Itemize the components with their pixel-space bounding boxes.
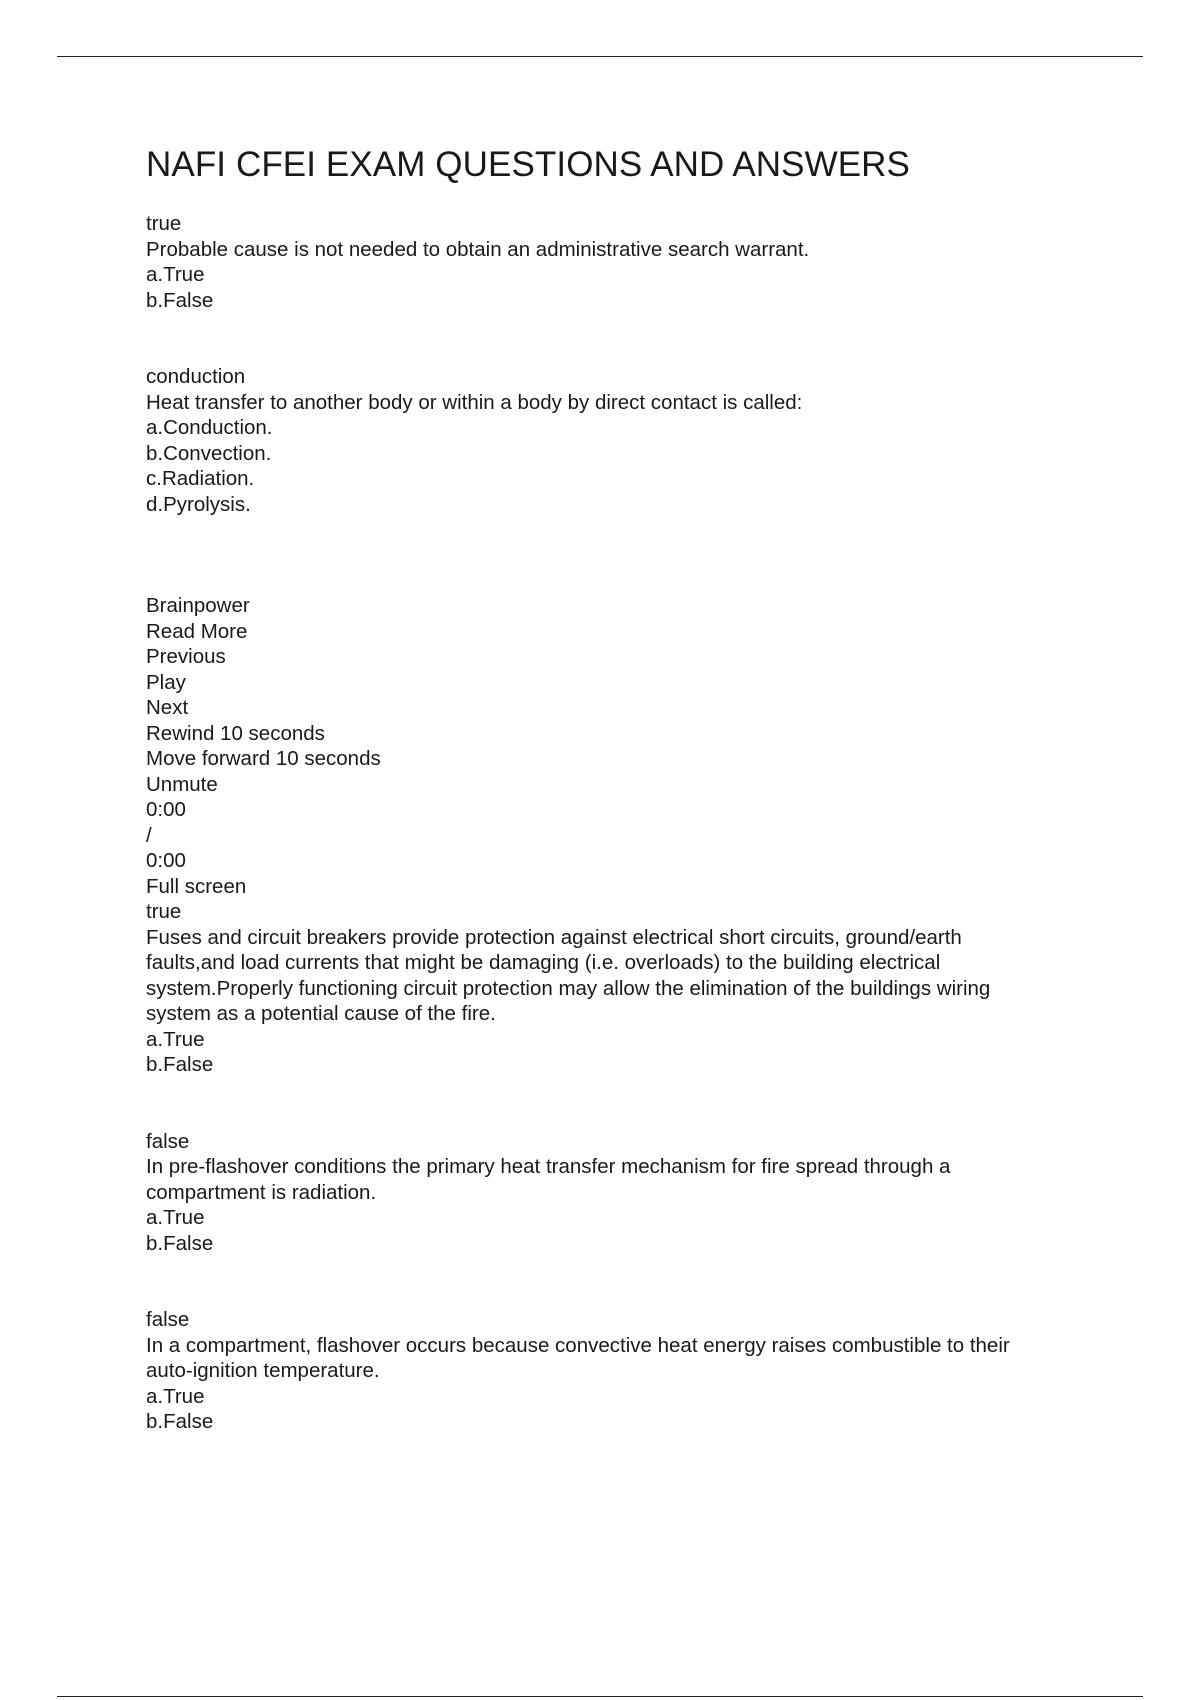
unmute-button[interactable]: Unmute bbox=[146, 772, 218, 796]
option-b: b.False bbox=[146, 1053, 214, 1076]
play-button[interactable]: Play bbox=[146, 670, 186, 694]
option-a: a.Conduction. bbox=[146, 416, 273, 439]
qa-block-2 bbox=[146, 364, 1086, 517]
question-line: faults,and load currents that might be damaging (i.e. overloads) to the building electrical bbox=[146, 951, 941, 974]
question-line: Fuses and circuit breakers provide protection against electrical short circuits, ground/earth bbox=[146, 925, 962, 949]
current-time: 0:00 bbox=[146, 798, 186, 821]
option-a: a.True bbox=[146, 1027, 205, 1051]
qa-block-5 bbox=[146, 1307, 1086, 1435]
option-a: a.True bbox=[146, 1384, 205, 1408]
answer-text: true bbox=[146, 212, 182, 235]
option-a: a.True bbox=[146, 263, 205, 286]
read-more-link[interactable]: Read More bbox=[146, 619, 248, 643]
footer-rule bbox=[57, 1696, 1143, 1697]
rewind-button[interactable]: Rewind 10 seconds bbox=[146, 721, 325, 745]
question-text: Heat transfer to another body or within a body by direct contact is called: bbox=[146, 390, 803, 414]
qa-block-4 bbox=[146, 1129, 1086, 1257]
document-body bbox=[146, 143, 1086, 1435]
qa-block-1 bbox=[146, 211, 1086, 313]
video-player-text bbox=[146, 593, 1086, 899]
player-brand: Brainpower bbox=[146, 594, 250, 617]
qa-block-3 bbox=[146, 899, 1086, 1078]
header-rule bbox=[57, 56, 1143, 57]
option-b: b.Convection. bbox=[146, 441, 272, 465]
answer-text: conduction bbox=[146, 365, 246, 388]
option-c: c.Radiation. bbox=[146, 467, 255, 490]
forward-button[interactable]: Move forward 10 seconds bbox=[146, 747, 381, 770]
option-b: b.False bbox=[146, 288, 214, 312]
fullscreen-button[interactable]: Full screen bbox=[146, 874, 247, 898]
question-line: In a compartment, flashover occurs because convective heat energy raises combustible to their bbox=[146, 1333, 1010, 1357]
option-a: a.True bbox=[146, 1206, 205, 1229]
question-line: system.Properly functioning circuit protection may allow the elimination of the buildings wiring bbox=[146, 976, 991, 1000]
question-line: In pre-flashover conditions the primary heat transfer mechanism for fire spread through a bbox=[146, 1155, 951, 1178]
previous-button[interactable]: Previous bbox=[146, 645, 226, 668]
page-title: NAFI CFEI EXAM QUESTIONS AND ANSWERS bbox=[146, 145, 910, 184]
time-separator: / bbox=[146, 823, 152, 847]
answer-text: true bbox=[146, 900, 182, 923]
next-button[interactable]: Next bbox=[146, 696, 189, 719]
option-b: b.False bbox=[146, 1410, 214, 1433]
option-b: b.False bbox=[146, 1231, 214, 1255]
answer-text: false bbox=[146, 1308, 190, 1331]
question-line: compartment is radiation. bbox=[146, 1180, 377, 1204]
option-d: d.Pyrolysis. bbox=[146, 492, 251, 516]
answer-text: false bbox=[146, 1129, 190, 1153]
question-text: Probable cause is not needed to obtain an administrative search warrant. bbox=[146, 237, 810, 261]
question-line: auto-ignition temperature. bbox=[146, 1359, 380, 1382]
duration: 0:00 bbox=[146, 849, 186, 872]
question-line: system as a potential cause of the fire. bbox=[146, 1002, 496, 1025]
